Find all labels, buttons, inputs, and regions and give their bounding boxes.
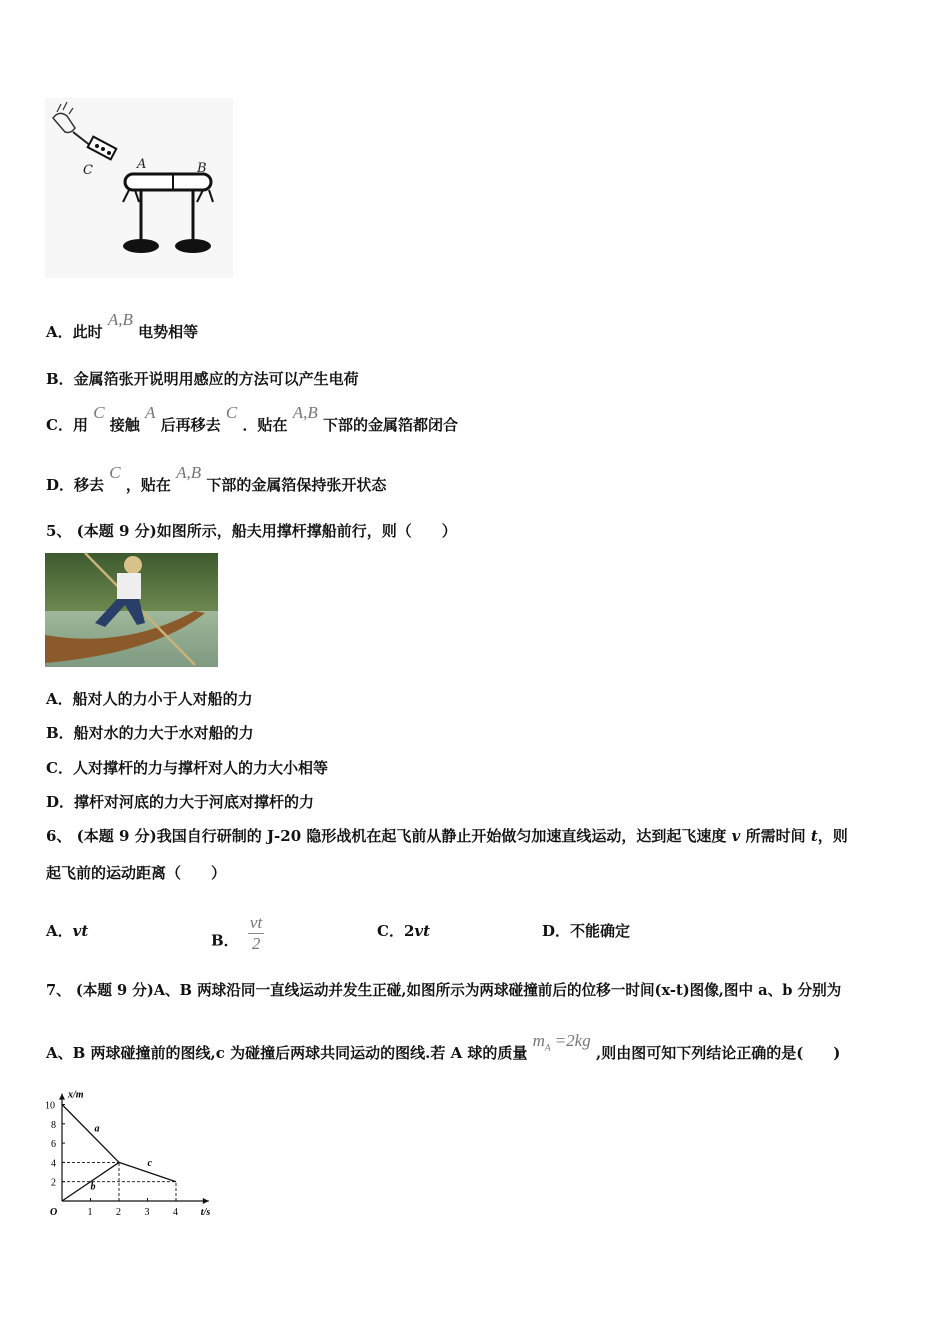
y-axis-arrow	[59, 1094, 65, 1100]
q5-option-a[interactable]: A．船对人的力小于人对船的力	[46, 690, 253, 708]
electroscope-figure	[45, 98, 233, 278]
q7-stem-line2: A、B 两球碰撞前的图线,c 为碰撞后两球共同运动的图线.若 A 球的质量 $m_A =2kg$ ,则由图可知下列结论正确的是( )	[46, 1031, 841, 1062]
hand-icon	[53, 113, 75, 132]
series-label-a: a	[94, 1123, 100, 1135]
y-tick-label: 2	[51, 1177, 56, 1189]
electroscope-drawing	[45, 98, 233, 278]
origin-label: O	[50, 1207, 58, 1218]
q5-option-c[interactable]: C．人对撑杆的力与撑杆对人的力大小相等	[46, 759, 328, 777]
q4-option-b[interactable]: B．金属箔张开说明用感应的方法可以产生电荷	[46, 370, 359, 388]
q6-option-a[interactable]: A．vt	[46, 922, 89, 940]
conductor-ab	[125, 174, 211, 190]
xt-graph	[38, 1089, 211, 1225]
y-axis-label: x/m	[68, 1089, 84, 1101]
xt-graph-svg	[38, 1089, 211, 1225]
q6-stem-line2: 起飞前的运动距离（ ）	[46, 864, 227, 882]
series-label-b: b	[90, 1181, 96, 1193]
q5-stem: 5、 (本题 9 分)如图所示，船夫用撑杆撑船前行，则（ ）	[46, 522, 457, 540]
q6-option-c[interactable]: C．2vt	[377, 922, 431, 940]
y-tick-label: 10	[45, 1100, 55, 1112]
series-label-c: c	[147, 1158, 152, 1170]
q5-option-b[interactable]: B．船对水的力大于水对船的力	[46, 724, 254, 742]
x-tick-label: 1	[87, 1207, 93, 1218]
y-tick-label: 6	[51, 1139, 56, 1151]
q4-option-a[interactable]: A．此时 A,B 电势相等	[46, 310, 199, 341]
boatman-photo	[45, 553, 218, 667]
fraction-vt-over-2: $\frac{vt}{2}$	[249, 913, 263, 953]
series-line-a	[62, 1105, 119, 1163]
q6-stem: 6、 (本题 9 分)我国自行研制的 J-20 隐形战机在起飞前从静止开始做匀加速直线运动，达到起飞速度 v 所需时间 t，则	[46, 827, 848, 845]
q6-option-d[interactable]: D．不能确定	[542, 922, 631, 940]
boatman-photo-drawing	[45, 553, 218, 667]
x-tick-label: 2	[116, 1207, 121, 1218]
mass-expression: $m_A =2kg$	[532, 1031, 591, 1053]
q4-option-d[interactable]: D．移去 C ，贴在 A,B 下部的金属箔保持张开状态	[46, 463, 387, 494]
x-tick-label: 3	[144, 1207, 150, 1218]
label-b: B	[197, 161, 207, 176]
y-tick-label: 4	[51, 1158, 56, 1170]
q5-option-d[interactable]: D．撑杆对河底的力大于河底对撑杆的力	[46, 793, 315, 811]
q7-stem-line1: 7、 (本题 9 分)A、B 两球沿同一直线运动并发生正碰,如图所示为两球碰撞前后的位移一时间(x-t)图像,图中 a、b 分别为	[46, 982, 842, 999]
x-axis-arrow	[203, 1198, 209, 1204]
q6-option-b[interactable]: B． $\frac{vt}{2}$	[211, 913, 263, 953]
q4-option-c[interactable]: C．用 C 接触 A 后再移去 C ．贴在 A,B 下部的金属箔都闭合	[46, 403, 458, 434]
x-axis-label: t/s	[200, 1207, 211, 1218]
label-c: C	[83, 163, 93, 178]
y-tick-label: 8	[51, 1119, 56, 1131]
label-a: A	[137, 157, 147, 172]
x-tick-label: 4	[173, 1207, 178, 1218]
